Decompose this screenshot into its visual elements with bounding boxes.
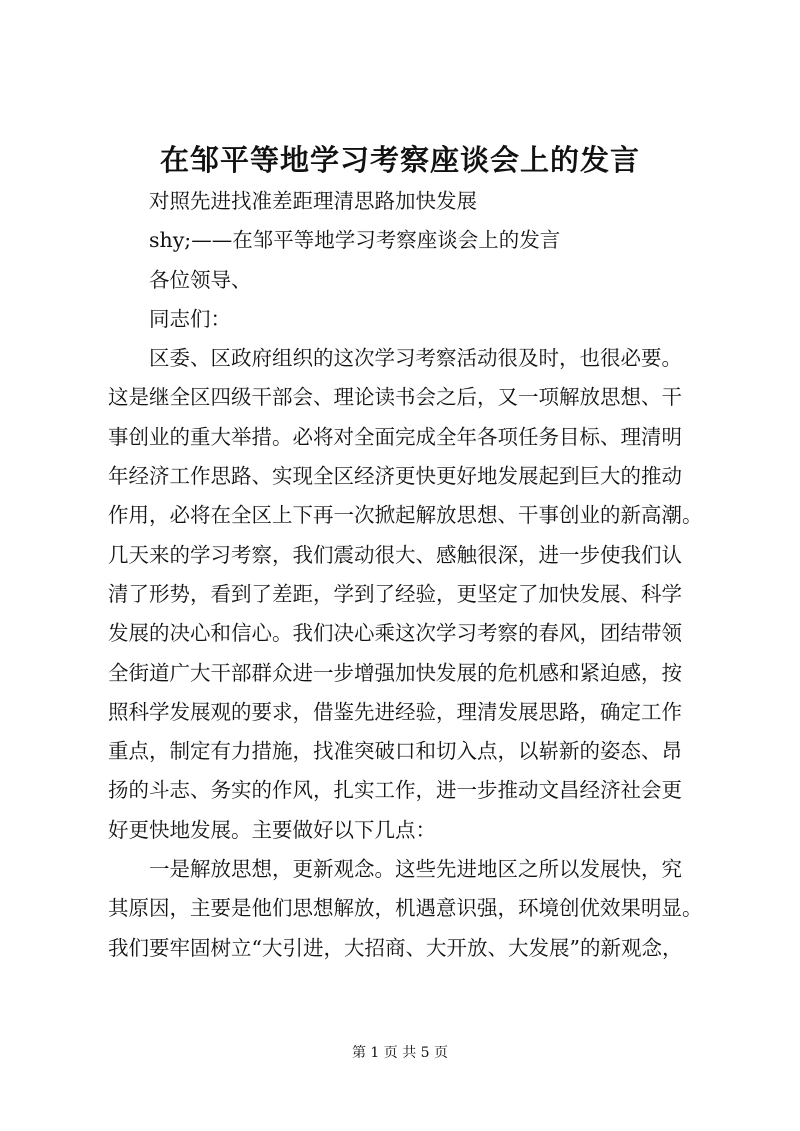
paragraph-line: 发展的决心和信心。我们决心乘这次学习考察的春风，团结带领	[108, 621, 682, 646]
paragraph-line: 照科学发展观的要求，借鉴先进经验，理清发展思路，确定工作	[108, 699, 682, 724]
salutation-line: 同志们：	[149, 306, 231, 331]
paragraph-line: 一是解放思想，更新观念。这些先进地区之所以发展快，究	[149, 857, 682, 882]
paragraph-line: 年经济工作思路、实现全区经济更快更好地发展起到巨大的推动	[108, 464, 682, 489]
subtitle-line: shy;——在邹平等地学习考察座谈会上的发言	[149, 228, 561, 253]
paragraph-line: 全街道广大干部群众进一步增强加快发展的危机感和紧迫感，按	[108, 660, 682, 685]
document-body	[108, 182, 712, 968]
salutation-line: 各位领导、	[149, 267, 252, 292]
subtitle-line: 对照先进找准差距理清思路加快发展	[149, 189, 477, 213]
paragraph-line: 事创业的重大举措。必将对全面完成全年各项任务目标、理清明	[108, 424, 682, 449]
paragraph-line: 清了形势，看到了差距，学到了经验，更坚定了加快发展、科学	[108, 581, 682, 606]
paragraph-line: 几天来的学习考察，我们震动很大、感触很深，进一步使我们认	[108, 542, 682, 567]
paragraph-line: 我们要牢固树立“大引进，大招商、大开放、大发展”的新观念，	[108, 935, 683, 960]
paragraph-line: 扬的斗志、务实的作风，扎实工作，进一步推动文昌经济社会更	[108, 778, 682, 803]
paragraph-line: 其原因，主要是他们思想解放，机遇意识强，环境创优效果明显。	[108, 896, 703, 921]
paragraph-line: 区委、区政府组织的这次学习考察活动很及时，也很必要。	[149, 346, 682, 371]
document-title: 在邹平等地学习考察座谈会上的发言	[159, 143, 640, 177]
paragraph-line: 作用，必将在全区上下再一次掀起解放思想、干事创业的新高潮。	[108, 503, 703, 528]
paragraph-line: 重点，制定有力措施，找准突破口和切入点，以崭新的姿态、昂	[108, 739, 682, 764]
paragraph-line: 这是继全区四级干部会、理论读书会之后，又一项解放思想、干	[108, 385, 682, 410]
page-number-footer: 第 1 页 共 5 页	[351, 1045, 449, 1061]
paragraph-line: 好更快地发展。主要做好以下几点：	[108, 817, 436, 842]
